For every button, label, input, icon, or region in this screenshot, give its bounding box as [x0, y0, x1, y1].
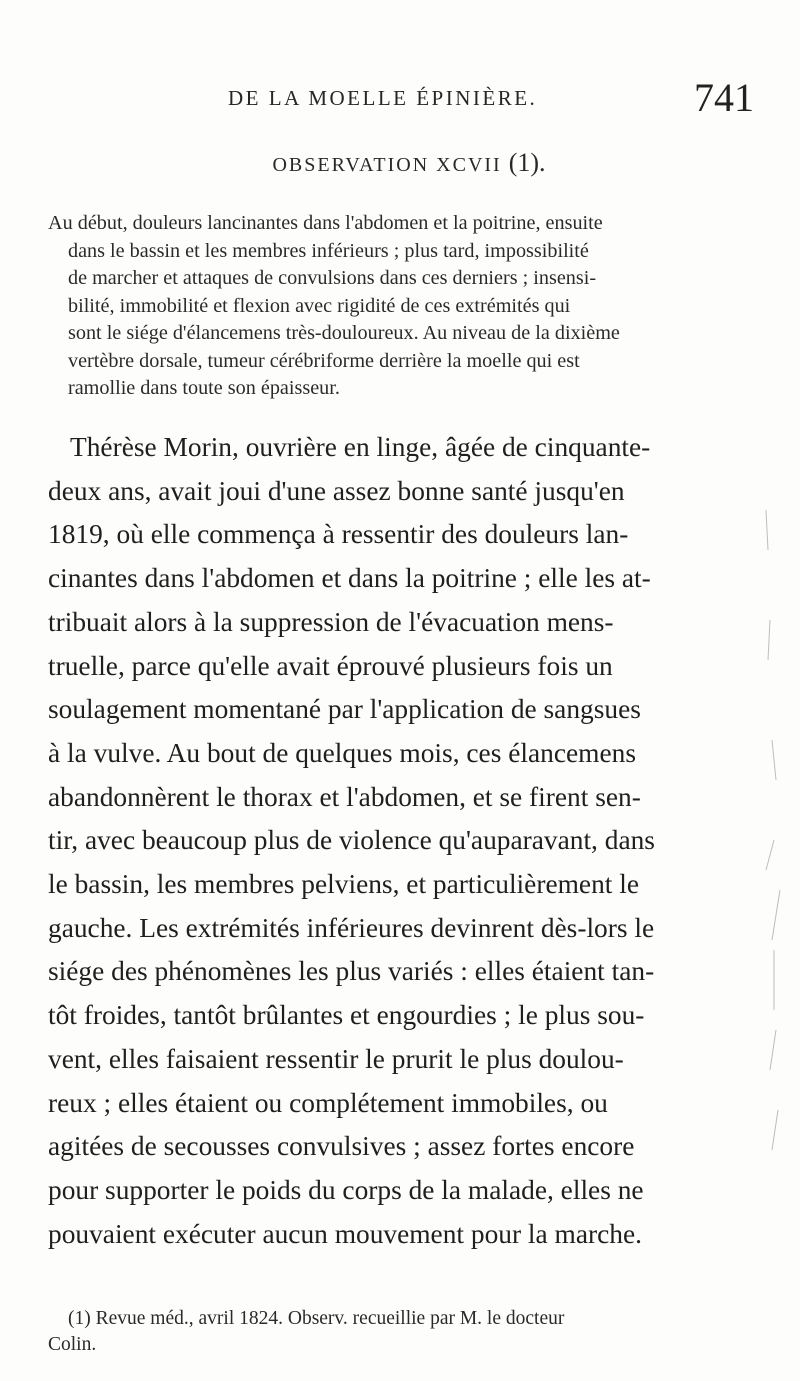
body-line: Thérèse Morin, ouvrière en linge, âgée de cinquante-: [70, 432, 651, 462]
footnote-line: Colin.: [48, 1334, 97, 1355]
running-head: DE LA MOELLE ÉPINIÈRE.: [228, 86, 538, 110]
observation-body: [48, 426, 763, 1256]
body-line: truelle, parce qu'elle avait éprouvé plusieurs fois un: [48, 650, 613, 681]
body-line: vent, elles faisaient ressentir le prurit le plus doulou-: [48, 1043, 624, 1074]
body-line: deux ans, avait joui d'une assez bonne santé jusqu'en: [48, 475, 625, 506]
summary-line: dans le bassin et les membres inférieurs ; plus tard, impossibilité: [68, 239, 589, 262]
body-line: siége des phénomènes les plus variés : elles étaient tan-: [48, 956, 655, 987]
summary-line: sont le siége d'élancemens très-douloureux. Au niveau de la dixième: [68, 322, 620, 344]
summary-line: Au début, douleurs lancinantes dans l'abdomen et la poitrine, ensuite: [48, 212, 603, 234]
footnote: [48, 1306, 763, 1358]
body-line: agitées de secousses convulsives ; assez fortes encore: [48, 1131, 635, 1162]
body-line: le bassin, les membres pelviens, et particulièrement le: [48, 869, 639, 900]
body-line: gauche. Les extrémités inférieures devinrent dès-lors le: [48, 912, 655, 943]
page-number: 741: [694, 75, 754, 120]
body-line: tôt froides, tantôt brûlantes et engourdies ; le plus sou-: [48, 1000, 645, 1031]
body-line: tir, avec beaucoup plus de violence qu'auparavant, dans: [48, 825, 655, 856]
page-edge-bleed: [762, 510, 792, 1290]
body-line: 1819, où elle commença à ressentir des douleurs lan-: [48, 519, 629, 550]
body-line: reux ; elles étaient ou complétement immobiles, ou: [48, 1087, 608, 1118]
footnote-reference: (1).: [508, 148, 546, 177]
body-line: pour supporter le poids du corps de la malade, elles ne: [48, 1174, 644, 1205]
body-line: abandonnèrent le thorax et l'abdomen, et se firent sen-: [48, 781, 641, 812]
summary-line: vertèbre dorsale, tumeur cérébriforme derrière la moelle qui est: [68, 349, 580, 372]
body-line: pouvaient exécuter aucun mouvement pour la marche.: [48, 1218, 642, 1249]
observation-summary: [48, 210, 763, 403]
summary-line: de marcher et attaques de convulsions dans ces derniers ; insensi-: [68, 267, 597, 289]
body-line: tribuait alors à la suppression de l'évacuation mens-: [48, 606, 614, 637]
observation-title-text: OBSERVATION XCVII: [272, 154, 502, 176]
summary-line: ramollie dans toute son épaisseur.: [68, 377, 340, 399]
footnote-line: (1) Revue méd., avril 1824. Observ. recueillie par M. le docteur: [68, 1308, 565, 1329]
body-line: à la vulve. Au bout de quelques mois, ces élancemens: [48, 737, 636, 768]
body-line: soulagement momentané par l'application de sangsues: [48, 694, 641, 725]
summary-line: bilité, immobilité et flexion avec rigidité de ces extrémités qui: [68, 294, 571, 317]
body-line: cinantes dans l'abdomen et dans la poitrine ; elle les at-: [48, 563, 651, 594]
observation-title: [0, 148, 800, 178]
